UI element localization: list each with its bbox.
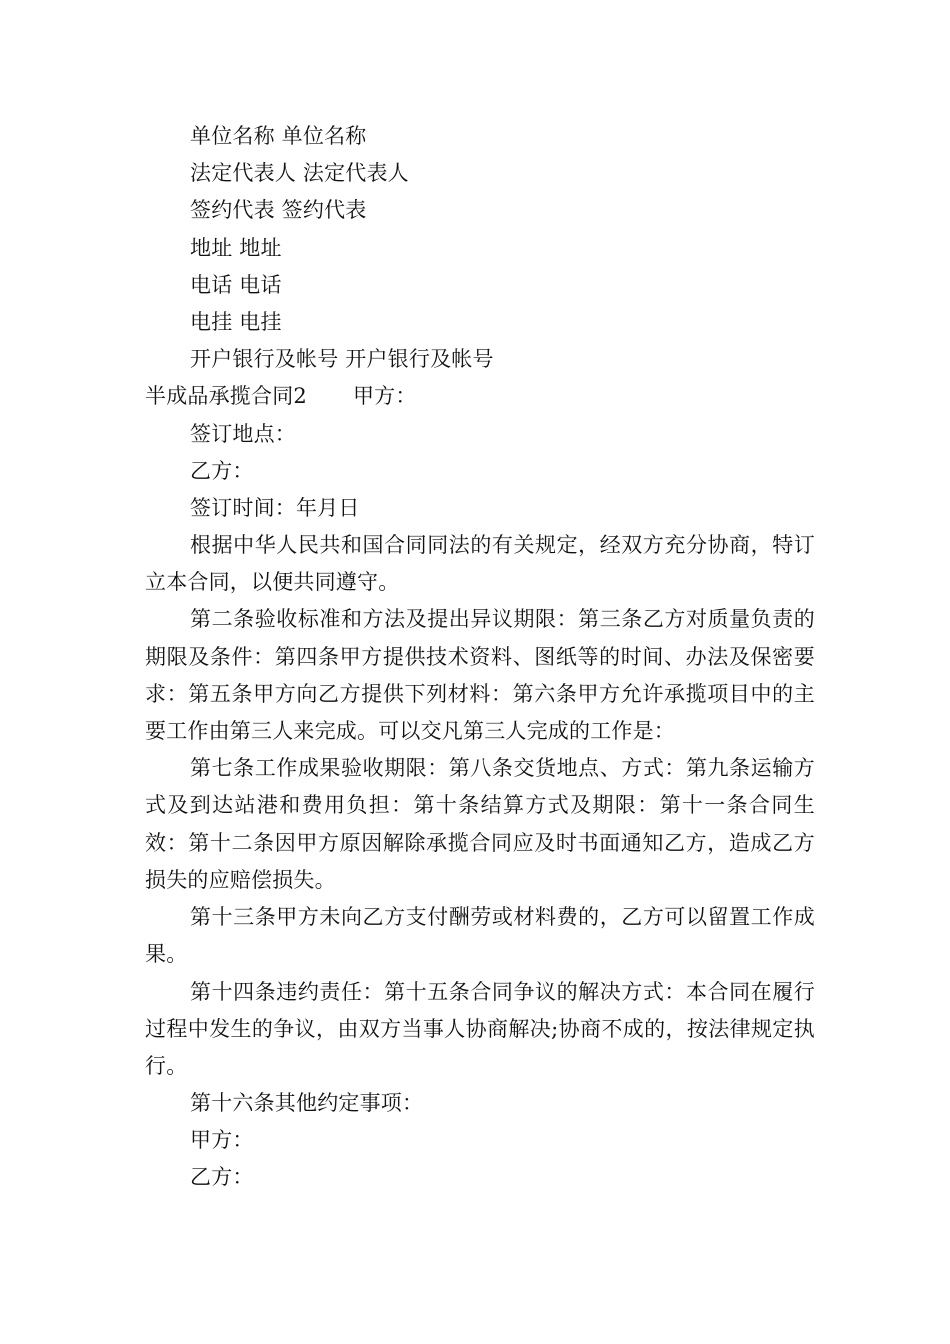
signing-place: 签订地点： bbox=[190, 421, 296, 446]
article-16-other-matters: 第十六条其他约定事项： bbox=[190, 1091, 424, 1116]
closing-party-a: 甲方： bbox=[190, 1128, 254, 1153]
party-b-header: 乙方： bbox=[190, 458, 254, 483]
signature-line-bank-account: 开户银行及帐号 开户银行及帐号 bbox=[190, 347, 494, 372]
paragraph-articles-7-12: 第七条工作成果验收期限：第八条交货地点、方式：第九条运输方式及到达站港和费用负担：第十条结算方式及期限：第十一条合同生效：第十二条因甲方原因解除承揽合同应及时书面通知乙方，造成乙方损失的应赔偿损失。 bbox=[145, 756, 815, 892]
contract-title: 半成品承揽合同2 bbox=[145, 384, 307, 409]
party-a-header: 甲方： bbox=[352, 384, 417, 409]
closing-party-b: 乙方： bbox=[190, 1165, 254, 1190]
paragraph-articles-2-6: 第二条验收标准和方法及提出异议期限：第三条乙方对质量负责的期限及条件：第四条甲方提供技术资料、图纸等的时间、办法及保密要求：第五条甲方向乙方提供下列材料：第六条甲方允许承揽项目中的主要工作由第三人来完成。可以交凡第三人完成的工作是： bbox=[145, 607, 815, 744]
signature-line-phone: 电话 电话 bbox=[190, 272, 282, 297]
paragraph-preamble: 根据中华人民共和国合同同法的有关规定，经双方充分协商，特订立本合同，以便共同遵守。 bbox=[145, 533, 815, 595]
contract-title-row bbox=[145, 378, 815, 415]
signing-time: 签订时间：年月日 bbox=[190, 495, 360, 520]
paragraph-article-13: 第十三条甲方未向乙方支付酬劳或材料费的，乙方可以留置工作成果。 bbox=[145, 905, 815, 967]
signature-line-unit-name: 单位名称 单位名称 bbox=[190, 124, 367, 148]
contract-body bbox=[145, 118, 815, 1197]
paragraph-articles-14-15: 第十四条违约责任：第十五条合同争议的解决方式：本合同在履行过程中发生的争议，由双方当事人协商解决;协商不成的，按法律规定执行。 bbox=[145, 979, 815, 1078]
signature-line-address: 地址 地址 bbox=[190, 235, 282, 260]
signature-line-legal-rep: 法定代表人 法定代表人 bbox=[190, 161, 409, 186]
signature-line-signing-rep: 签约代表 签约代表 bbox=[190, 198, 367, 223]
signature-line-cable: 电挂 电挂 bbox=[190, 309, 282, 334]
